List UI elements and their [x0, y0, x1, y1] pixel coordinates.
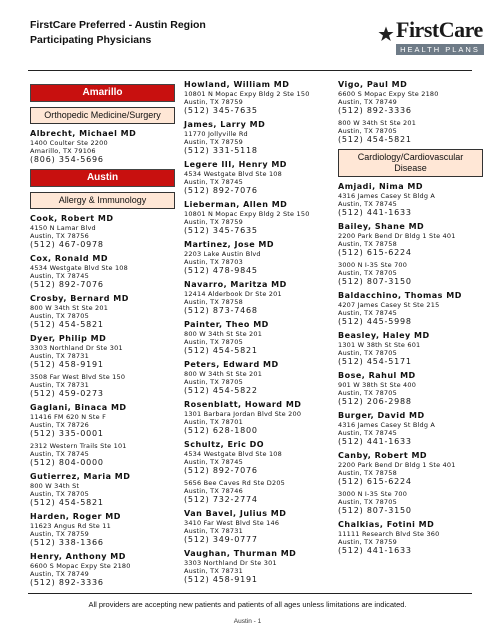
provider-name: Painter, Theo MD — [184, 320, 269, 329]
address-line: Austin, TX 78745 — [30, 272, 89, 280]
address-line: 901 W 38th St Ste 400 — [338, 381, 417, 389]
footer-rule — [28, 593, 472, 594]
provider-name: Martinez, Jose MD — [184, 240, 275, 249]
address-line: 6600 S Mopac Expy Ste 2180 — [338, 90, 439, 98]
provider-location — [184, 330, 329, 356]
address-line: Austin, TX 78731 — [184, 527, 243, 535]
provider-name: Amjadi, Nima MD — [338, 182, 424, 191]
provider-entry — [184, 160, 329, 196]
provider-name: Bose, Rahul MD — [338, 371, 416, 380]
provider-location — [30, 304, 175, 330]
provider-entry — [184, 549, 329, 585]
address-line: 2203 Lake Austin Blvd — [184, 250, 261, 258]
provider-entry — [30, 552, 175, 588]
address-line: 4316 James Casey St Bldg A — [338, 192, 436, 200]
address-line: Austin, TX 78745 — [338, 309, 397, 317]
address-line: Austin, TX 78705 — [338, 389, 397, 397]
address-line: 12414 Alderbook Dr Ste 201 — [184, 290, 282, 298]
specialty-heading: Allergy & Immunology — [30, 192, 175, 209]
star-icon-graphic — [378, 26, 394, 42]
provider-location — [30, 413, 175, 439]
address-line: Austin, TX 78703 — [184, 258, 243, 266]
address-line: Austin, TX 78745 — [184, 178, 243, 186]
provider-entry — [184, 80, 329, 116]
provider-name: Burger, David MD — [338, 411, 425, 420]
provider-location — [184, 559, 329, 585]
provider-entry — [338, 411, 483, 447]
provider-entry — [338, 222, 483, 287]
phone-number: (512) 441-1633 — [338, 208, 412, 217]
provider-entry — [30, 472, 175, 508]
address-line: Austin, TX 78758 — [338, 240, 397, 248]
address-line: Austin, TX 78745 — [338, 200, 397, 208]
provider-name: Legere III, Henry MD — [184, 160, 287, 169]
address-line: Austin, TX 78705 — [30, 490, 89, 498]
provider-entry — [184, 360, 329, 396]
phone-number: (512) 615-6224 — [338, 248, 412, 257]
column-2 — [184, 80, 329, 589]
provider-name: Cox, Ronald MD — [30, 254, 108, 263]
provider-entry — [338, 291, 483, 327]
phone-number: (512) 454-5821 — [184, 346, 258, 355]
provider-name: Vaughan, Thurman MD — [184, 549, 297, 558]
address-line: 4534 Westgate Blvd Ste 108 — [184, 450, 282, 458]
provider-location — [184, 450, 329, 476]
phone-number: (512) 454-5821 — [30, 320, 104, 329]
provider-location — [30, 264, 175, 290]
provider-location — [184, 479, 329, 505]
provider-entry — [30, 512, 175, 548]
provider-name: Beasley, Haley MD — [338, 331, 430, 340]
provider-entry — [184, 280, 329, 316]
phone-number: (512) 892-7076 — [184, 466, 258, 475]
address-line: Austin, TX 78705 — [184, 378, 243, 386]
provider-name: Chalkias, Fotini MD — [338, 520, 435, 529]
region-heading: Austin — [30, 169, 175, 187]
provider-location — [184, 130, 329, 156]
provider-location — [30, 442, 175, 468]
address-line: 4150 N Lamar Blvd — [30, 224, 96, 232]
provider-location — [30, 224, 175, 250]
logo-care: Care — [438, 17, 483, 42]
provider-entry — [338, 80, 483, 145]
provider-location — [184, 290, 329, 316]
provider-location — [30, 139, 175, 165]
phone-number: (512) 807-3150 — [338, 277, 412, 286]
provider-location — [184, 370, 329, 396]
address-line: 3000 N I-35 Ste 700 — [338, 261, 408, 269]
header-title: FirstCare Preferred - Austin Region — [30, 19, 206, 31]
provider-name: Bailey, Shane MD — [338, 222, 425, 231]
phone-number: (512) 458-9191 — [184, 575, 258, 584]
address-line: Austin, TX 78746 — [184, 487, 243, 495]
phone-number: (512) 807-3150 — [338, 506, 412, 515]
firstcare-logo — [378, 18, 488, 58]
address-line: Austin, TX 78745 — [338, 429, 397, 437]
address-line: Austin, TX 78749 — [338, 98, 397, 106]
provider-entry — [338, 182, 483, 218]
address-line: 1301 Barbara Jordan Blvd Ste 200 — [184, 410, 302, 418]
phone-number: (512) 892-3336 — [30, 578, 104, 587]
header-rule — [28, 70, 472, 71]
provider-entry — [30, 334, 175, 399]
header-subtitle: Participating Physicians — [30, 34, 152, 46]
address-line: 2200 Park Bend Dr Bldg 1 Ste 401 — [338, 461, 456, 469]
provider-name: Harden, Roger MD — [30, 512, 121, 521]
provider-location — [338, 232, 483, 258]
phone-number: (512) 458-9191 — [30, 360, 104, 369]
address-line: 3410 Far West Blvd Ste 146 — [184, 519, 280, 527]
phone-number: (512) 454-5822 — [184, 386, 258, 395]
address-line: 10801 N Mopac Expy Bldg 2 Ste 150 — [184, 210, 310, 218]
address-line: Austin, TX 78705 — [30, 312, 89, 320]
phone-number: (512) 335-0001 — [30, 429, 104, 438]
provider-location — [30, 344, 175, 370]
provider-entry — [184, 509, 329, 545]
address-line: 4534 Westgate Blvd Ste 108 — [30, 264, 128, 272]
phone-number: (512) 892-7076 — [184, 186, 258, 195]
footer-note: All providers are accepting new patients and patients of all ages unless limitations are indicated. — [88, 600, 407, 609]
address-line: 4207 James Casey St Ste 215 — [338, 301, 440, 309]
provider-name: Crosby, Bernard MD — [30, 294, 129, 303]
address-line: 800 W 34th St — [30, 482, 80, 490]
phone-number: (512) 206-2988 — [338, 397, 412, 406]
provider-entry — [338, 451, 483, 516]
phone-number: (512) 349-0777 — [184, 535, 258, 544]
provider-location — [30, 482, 175, 508]
provider-location — [184, 250, 329, 276]
address-line: 800 W 34th St Ste 201 — [184, 330, 263, 338]
provider-name: Schultz, Eric DO — [184, 440, 265, 449]
address-line: 2312 Western Trails Ste 101 — [30, 442, 127, 450]
address-line: Austin, TX 78759 — [184, 138, 243, 146]
address-line: Austin, TX 78758 — [338, 469, 397, 477]
address-line: 1400 Coulter Ste 2200 — [30, 139, 108, 147]
provider-name: Peters, Edward MD — [184, 360, 279, 369]
address-line: Austin, TX 78726 — [30, 421, 89, 429]
address-line: 5656 Bee Caves Rd Ste D205 — [184, 479, 286, 487]
address-line: 800 W 34th St Ste 201 — [184, 370, 263, 378]
provider-location — [338, 90, 483, 116]
phone-number: (512) 873-7468 — [184, 306, 258, 315]
provider-location — [184, 519, 329, 545]
provider-location — [338, 461, 483, 487]
address-line: Austin, TX 78759 — [184, 218, 243, 226]
address-line: 3303 Northland Dr Ste 301 — [30, 344, 123, 352]
provider-entry — [338, 520, 483, 556]
phone-number: (512) 454-5821 — [30, 498, 104, 507]
provider-name: Cook, Robert MD — [30, 214, 114, 223]
provider-name: Lieberman, Allen MD — [184, 200, 288, 209]
provider-name: Navarro, Maritza MD — [184, 280, 287, 289]
provider-entry — [184, 320, 329, 356]
provider-name: Canby, Robert MD — [338, 451, 428, 460]
address-line: Austin, TX 78731 — [184, 567, 243, 575]
provider-location — [338, 261, 483, 287]
provider-location — [184, 170, 329, 196]
address-line: Austin, TX 78759 — [338, 538, 397, 546]
provider-name: Henry, Anthony MD — [30, 552, 126, 561]
provider-entry — [30, 254, 175, 290]
provider-location — [338, 192, 483, 218]
address-line: 3303 Northland Dr Ste 301 — [184, 559, 277, 567]
specialty-heading: Cardiology/Cardiovascular Disease — [338, 149, 483, 177]
column-1 — [30, 80, 175, 592]
provider-name: Van Bavel, Julius MD — [184, 509, 287, 518]
provider-entry — [30, 403, 175, 468]
provider-location — [338, 119, 483, 145]
provider-entry — [184, 120, 329, 156]
provider-location — [184, 210, 329, 236]
phone-number: (512) 345-7635 — [184, 226, 258, 235]
logo-tagline: HEALTH PLANS — [396, 44, 484, 55]
star-icon — [378, 26, 394, 42]
address-line: Austin, TX 78756 — [30, 232, 89, 240]
document-header — [30, 18, 206, 48]
address-line: 4316 James Casey St Bldg A — [338, 421, 436, 429]
provider-location — [338, 421, 483, 447]
address-line: Austin, TX 78759 — [184, 98, 243, 106]
phone-number: (512) 732-2774 — [184, 495, 258, 504]
address-line: 6600 S Mopac Expy Ste 2180 — [30, 562, 131, 570]
provider-entry — [338, 371, 483, 407]
address-line: 3000 N I-35 Ste 700 — [338, 490, 408, 498]
address-line: 800 W 34th St Ste 201 — [30, 304, 109, 312]
phone-number: (512) 467-0978 — [30, 240, 104, 249]
address-line: 11770 Jollyville Rd — [184, 130, 248, 138]
phone-number: (512) 331-5118 — [184, 146, 258, 155]
address-line: Austin, TX 78749 — [30, 570, 89, 578]
address-line: 3508 Far West Blvd Ste 150 — [30, 373, 126, 381]
address-line: 11416 FM 620 N Ste F — [30, 413, 107, 421]
address-line: Amarillo, TX 79106 — [30, 147, 96, 155]
address-line: Austin, TX 78759 — [30, 530, 89, 538]
specialty-heading: Orthopedic Medicine/Surgery — [30, 107, 175, 124]
provider-name: Albrecht, Michael MD — [30, 129, 137, 138]
provider-location — [338, 490, 483, 516]
phone-number: (512) 628-1800 — [184, 426, 258, 435]
phone-number: (512) 892-7076 — [30, 280, 104, 289]
provider-name: Rosenblatt, Howard MD — [184, 400, 302, 409]
provider-name: Dyer, Philip MD — [30, 334, 107, 343]
provider-name: James, Larry MD — [184, 120, 266, 129]
address-line: Austin, TX 78701 — [184, 418, 243, 426]
address-line: 1301 W 38th St Ste 601 — [338, 341, 421, 349]
provider-name: Vigo, Paul MD — [338, 80, 408, 89]
address-line: 11111 Research Blvd Ste 360 — [338, 530, 440, 538]
address-line: Austin, TX 78731 — [30, 352, 89, 360]
provider-name: Gaglani, Binaca MD — [30, 403, 127, 412]
address-line: Austin, TX 78758 — [184, 298, 243, 306]
address-line: 11623 Angus Rd Ste 11 — [30, 522, 111, 530]
phone-number: (512) 459-0273 — [30, 389, 104, 398]
address-line: Austin, TX 78745 — [30, 450, 89, 458]
provider-entry — [184, 440, 329, 505]
address-line: 10801 N Mopac Expy Bldg 2 Ste 150 — [184, 90, 310, 98]
address-line: Austin, TX 78705 — [338, 498, 397, 506]
provider-location — [338, 301, 483, 327]
logo-wordmark — [396, 18, 483, 42]
provider-entry — [184, 400, 329, 436]
phone-number: (512) 892-3336 — [338, 106, 412, 115]
phone-number: (512) 445-5998 — [338, 317, 412, 326]
provider-entry — [30, 129, 175, 165]
address-line: Austin, TX 78731 — [30, 381, 89, 389]
provider-location — [338, 381, 483, 407]
address-line: Austin, TX 78705 — [338, 127, 397, 135]
provider-location — [184, 90, 329, 116]
logo-first: First — [396, 17, 439, 42]
provider-location — [184, 410, 329, 436]
provider-location — [30, 522, 175, 548]
phone-number: (512) 454-5821 — [338, 135, 412, 144]
phone-number: (512) 338-1366 — [30, 538, 104, 547]
address-line: 2200 Park Bend Dr Bldg 1 Ste 401 — [338, 232, 456, 240]
phone-number: (512) 441-1633 — [338, 546, 412, 555]
address-line: Austin, TX 78705 — [338, 349, 397, 357]
phone-number: (806) 354-5696 — [30, 155, 104, 164]
provider-name: Gutierrez, Maria MD — [30, 472, 131, 481]
region-heading: Amarillo — [30, 84, 175, 102]
provider-location — [338, 341, 483, 367]
address-line: 800 W 34th St Ste 201 — [338, 119, 417, 127]
phone-number: (512) 478-9845 — [184, 266, 258, 275]
address-line: 4534 Westgate Blvd Ste 108 — [184, 170, 282, 178]
phone-number: (512) 345-7635 — [184, 106, 258, 115]
provider-location — [30, 562, 175, 588]
provider-entry — [30, 294, 175, 330]
provider-location — [30, 373, 175, 399]
phone-number: (512) 454-5171 — [338, 357, 412, 366]
page-number: Austin - 1 — [233, 618, 262, 625]
provider-entry — [184, 200, 329, 236]
provider-entry — [184, 240, 329, 276]
provider-location — [338, 530, 483, 556]
provider-entry — [30, 214, 175, 250]
provider-name: Baldacchino, Thomas MD — [338, 291, 462, 300]
phone-number: (512) 441-1633 — [338, 437, 412, 446]
provider-name: Howland, William MD — [184, 80, 290, 89]
column-3 — [338, 80, 483, 560]
address-line: Austin, TX 78745 — [184, 458, 243, 466]
address-line: Austin, TX 78705 — [184, 338, 243, 346]
address-line: Austin, TX 78705 — [338, 269, 397, 277]
phone-number: (512) 804-0000 — [30, 458, 104, 467]
provider-entry — [338, 331, 483, 367]
phone-number: (512) 615-6224 — [338, 477, 412, 486]
